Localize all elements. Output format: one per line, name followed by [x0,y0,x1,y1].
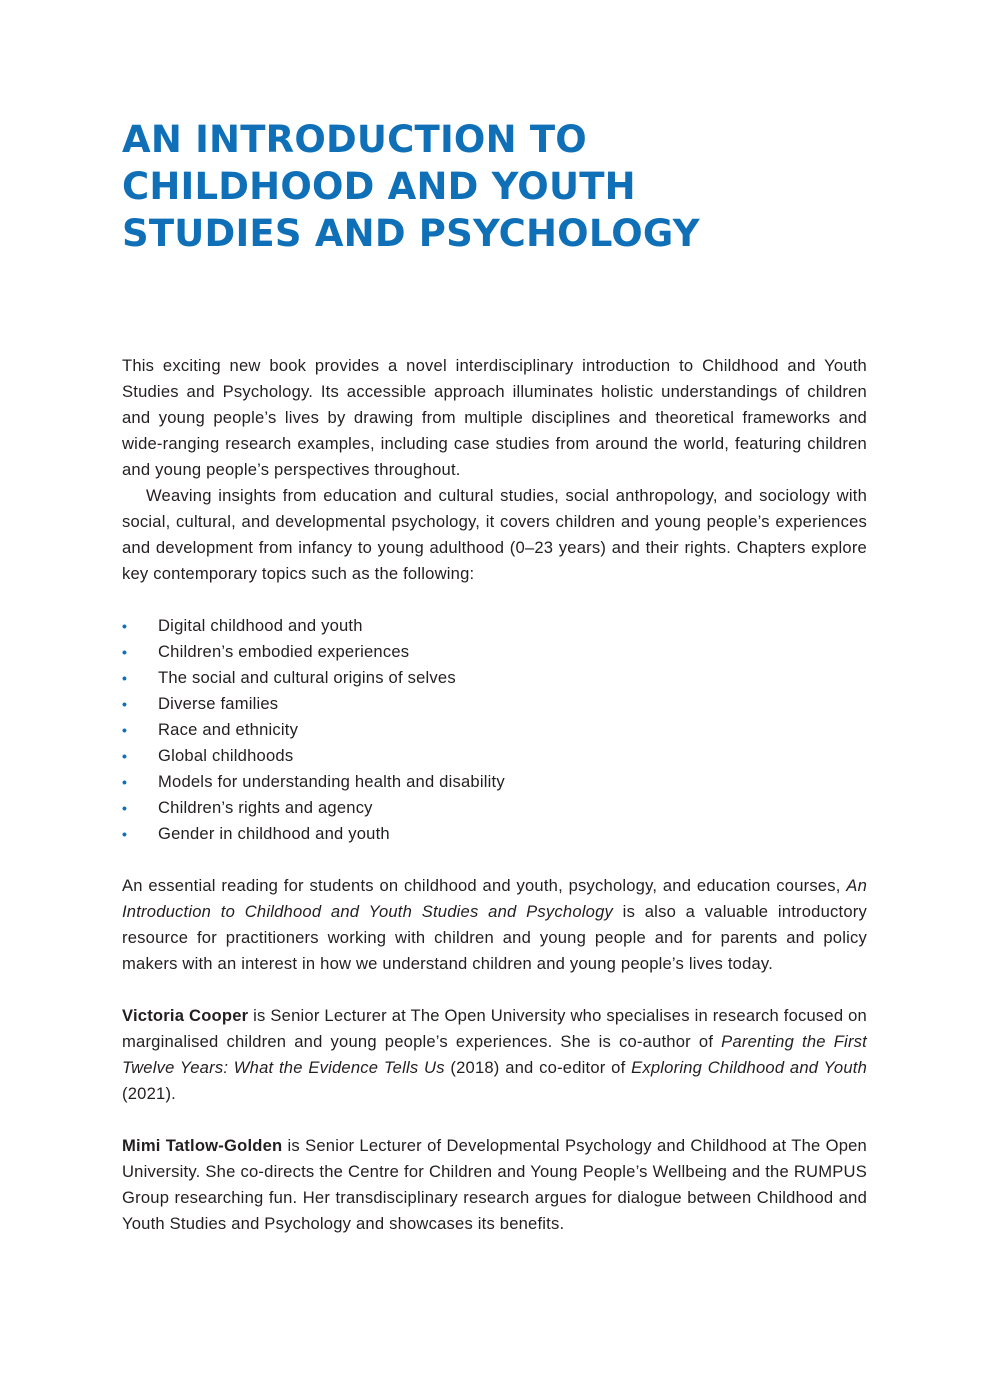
list-item [122,717,867,743]
list-item [122,769,867,795]
title-line-3: STUDIES AND PSYCHOLOGY [122,212,700,255]
topic-label: Global childhoods [158,746,294,765]
topic-label: The social and cultural origins of selves [158,668,456,687]
author-name: Victoria Cooper [122,1006,249,1025]
page [122,0,867,1395]
bullet-icon: • [122,696,128,712]
topic-label: Children’s embodied experiences [158,642,410,661]
bullet-icon: • [122,618,128,634]
list-item [122,743,867,769]
author-bio-text: is Senior Lecturer of Developmental Psychology and Childhood at The Open University. She co-directs the Centre for Children and Young People’s Wellbeing and the RUMPUS Group researching fun. Her transdisciplinary research argues for dialogue between Childhood and Youth Studies and Psychology and showcases its benefits. [122,1136,867,1233]
author-bio-text: (2018) and co-editor of [444,1058,632,1077]
list-item [122,613,867,639]
list-item [122,821,867,847]
intro-paragraph-1: This exciting new book provides a novel interdisciplinary introduction to Childhood and Youth Studies and Psychology. Its accessible approach illuminates holistic understandings of children and young people’s lives by drawing from multiple disciplines and theoretical frameworks and wide-ranging research examples, including case studies from around the world, featuring children and young people’s perspectives throughout. [122,356,867,479]
intro-paragraph-2: Weaving insights from education and cultural studies, social anthropology, and sociology with social, cultural, and developmental psychology, it covers children and young people’s experiences and development from infancy to young adulthood (0–23 years) and their rights. Chapters explore key contemporary topics such as the following: [122,486,867,583]
topic-label: Digital childhood and youth [158,616,363,635]
essential-text-after: is also a valuable introductory resource for practitioners working with children and young people and for parents and policy makers with an interest in how we understand children and young people’s lives today. [122,902,867,973]
author-name: Mimi Tatlow-Golden [122,1136,283,1155]
book-title-italic: An Introduction to Childhood and Youth Studies and Psychology [122,876,867,921]
list-item [122,639,867,665]
book-title-heading [122,116,700,257]
title-line-1: AN INTRODUCTION TO [122,118,587,161]
bullet-icon: • [122,670,128,686]
topics-list [122,613,867,847]
bullet-icon: • [122,800,128,816]
essential-text-before: An essential reading for students on childhood and youth, psychology, and education courses, [122,876,847,895]
topic-label: Gender in childhood and youth [158,824,390,843]
bullet-icon: • [122,722,128,738]
topic-label: Models for understanding health and disability [158,772,505,791]
topic-label: Race and ethnicity [158,720,299,739]
author-bio-text: is Senior Lecturer at The Open University who specialises in research focused on marginalised children and young people’s experiences. She is co-author of [122,1006,867,1051]
book-description [122,353,867,1237]
title-line-2: CHILDHOOD AND YOUTH [122,165,636,208]
book-title-italic: Parenting the First Twelve Years: What the Evidence Tells Us [122,1032,867,1077]
topic-label: Children’s rights and agency [158,798,373,817]
topic-label: Diverse families [158,694,279,713]
author-bio-cooper [122,1003,867,1107]
author-bio-text: (2021). [122,1084,176,1103]
essential-reading-paragraph [122,873,867,977]
list-item [122,665,867,691]
bullet-icon: • [122,644,128,660]
list-item [122,691,867,717]
bullet-icon: • [122,748,128,764]
book-title-italic: Exploring Childhood and Youth [631,1058,868,1077]
list-item [122,795,867,821]
bullet-icon: • [122,826,128,842]
author-bio-tatlow-golden [122,1133,867,1237]
bullet-icon: • [122,774,128,790]
